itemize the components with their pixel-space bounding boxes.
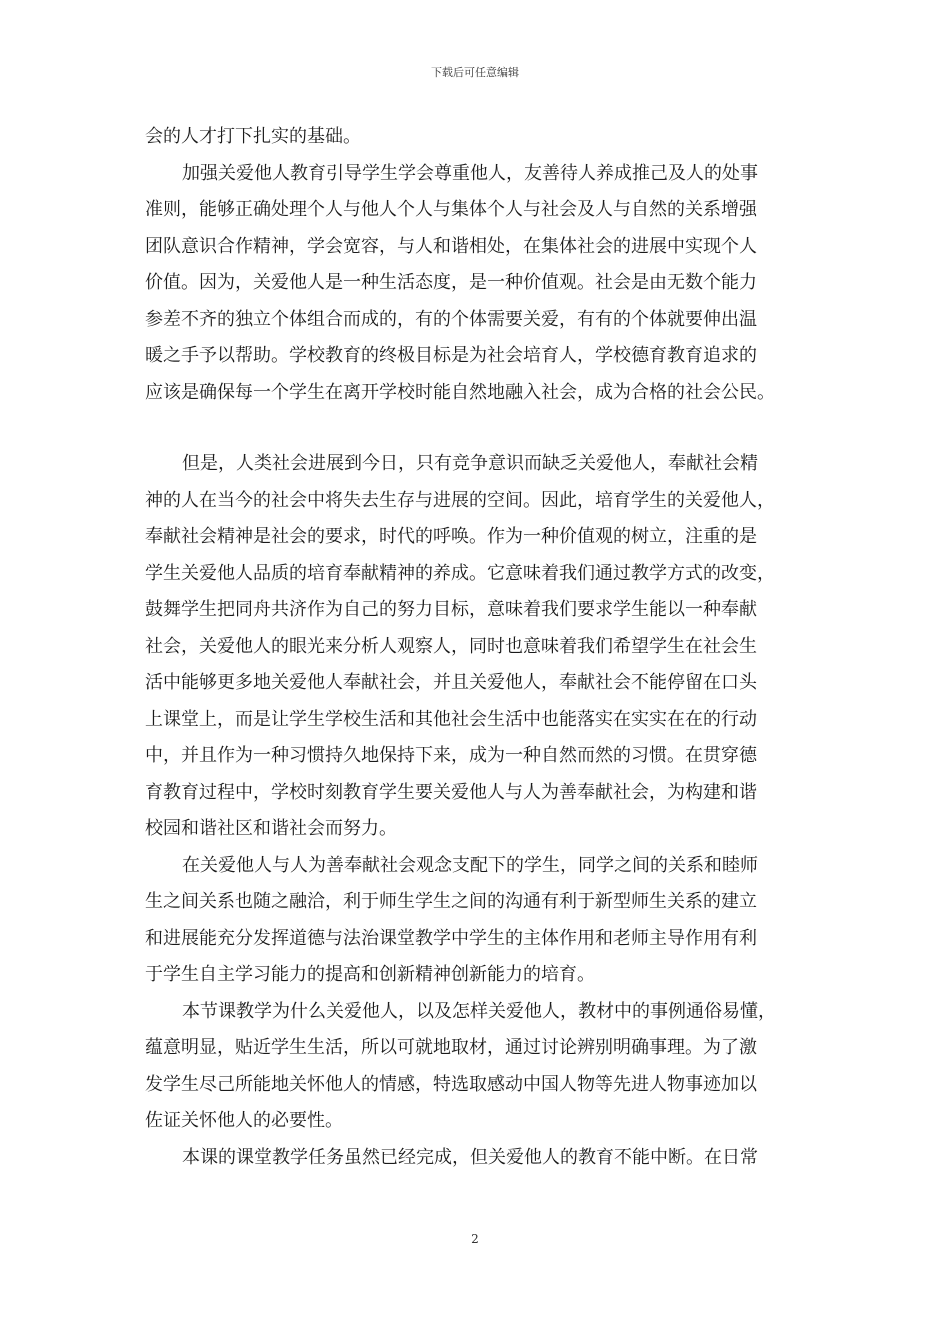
text-line: 发学生尽己所能地关怀他人的情感，特选取感动中国人物等先进人物事迹加以 (145, 1073, 757, 1095)
text-line: 会的人才打下扎实的基础。 (145, 126, 361, 147)
text-line: 校园和谐社区和谐社会而努力。 (145, 818, 397, 839)
text-line: 本节课教学为什么关爱他人，以及怎样关爱他人，教材中的事例通俗易懂， (182, 1000, 776, 1022)
paragraph-spacer (145, 411, 810, 446)
text-line: 于学生自主学习能力的提高和创新精神创新能力的培育。 (145, 964, 595, 985)
text-line: 佐证关怀他人的必要性。 (145, 1110, 343, 1131)
paragraph (145, 119, 810, 156)
text-line: 加强关爱他人教育引导学生学会尊重他人，友善待人养成推己及人的处事 (182, 162, 758, 184)
text-line: 中，并且作为一种习惯持久地保持下来，成为一种自然而然的习惯。在贯穿德 (145, 745, 757, 766)
text-line: 育教育过程中，学校时刻教育学生要关爱他人与人为善奉献社会，为构建和谐 (145, 781, 757, 803)
document-body (145, 119, 810, 1176)
page-number: 2 (471, 1232, 479, 1246)
text-line: 鼓舞学生把同舟共济作为自己的努力目标，意味着我们要求学生能以一种奉献 (145, 599, 757, 620)
text-line: 但是，人类社会进展到今日，只有竞争意识而缺乏关爱他人，奉献社会精 (182, 453, 758, 474)
text-line: 社会，关爱他人的眼光来分析人观察人，同时也意味着我们希望学生在社会生 (145, 635, 757, 657)
text-line: 团队意识合作精神，学会宽容，与人和谐相处，在集体社会的进展中实现个人 (145, 235, 757, 257)
text-line: 在关爱他人与人为善奉献社会观念支配下的学生，同学之间的关系和睦师 (182, 854, 758, 876)
paragraph (145, 156, 810, 412)
paragraph (145, 994, 810, 1140)
page-header: 下载后可任意编辑 (431, 66, 519, 79)
text-line: 学生关爱他人品质的培育奉献精神的养成。它意味着我们通过教学方式的改变， (145, 562, 775, 584)
paragraph (145, 848, 810, 994)
text-line: 上课堂上，而是让学生学校生活和其他社会生活中也能落实在实实在在的行动 (145, 708, 757, 730)
text-line: 活中能够更多地关爱他人奉献社会，并且关爱他人，奉献社会不能停留在口头 (145, 672, 757, 693)
text-line: 应该是确保每一个学生在离开学校时能自然地融入社会，成为合格的社会公民。 (145, 381, 775, 403)
paragraph (145, 446, 810, 848)
text-line: 和进展能充分发挥道德与法治课堂教学中学生的主体作用和老师主导作用有利 (145, 927, 757, 949)
text-line: 参差不齐的独立个体组合而成的，有的个体需要关爱，有有的个体就要伸出温 (145, 308, 757, 330)
text-line: 神的人在当今的社会中将失去生存与进展的空间。因此，培育学生的关爱他人， (145, 489, 775, 511)
text-line: 蕴意明显，贴近学生生活，所以可就地取材，通过讨论辨别明确事理。为了激 (145, 1037, 757, 1058)
text-line: 本课的课堂教学任务虽然已经完成，但关爱他人的教育不能中断。在日常 (182, 1146, 758, 1168)
text-line: 价值。因为，关爱他人是一种生活态度，是一种价值观。社会是由无数个能力 (145, 272, 757, 293)
text-line: 暖之手予以帮助。学校教育的终极目标是为社会培育人，学校德育教育追求的 (145, 345, 757, 366)
text-line: 准则，能够正确处理个人与他人个人与集体个人与社会及人与自然的关系增强 (145, 199, 757, 220)
text-line: 生之间关系也随之融洽，利于师生学生之间的沟通有利于新型师生关系的建立 (145, 891, 757, 912)
text-line: 奉献社会精神是社会的要求，时代的呼唤。作为一种价值观的树立，注重的是 (145, 526, 757, 547)
paragraph (145, 1140, 810, 1177)
